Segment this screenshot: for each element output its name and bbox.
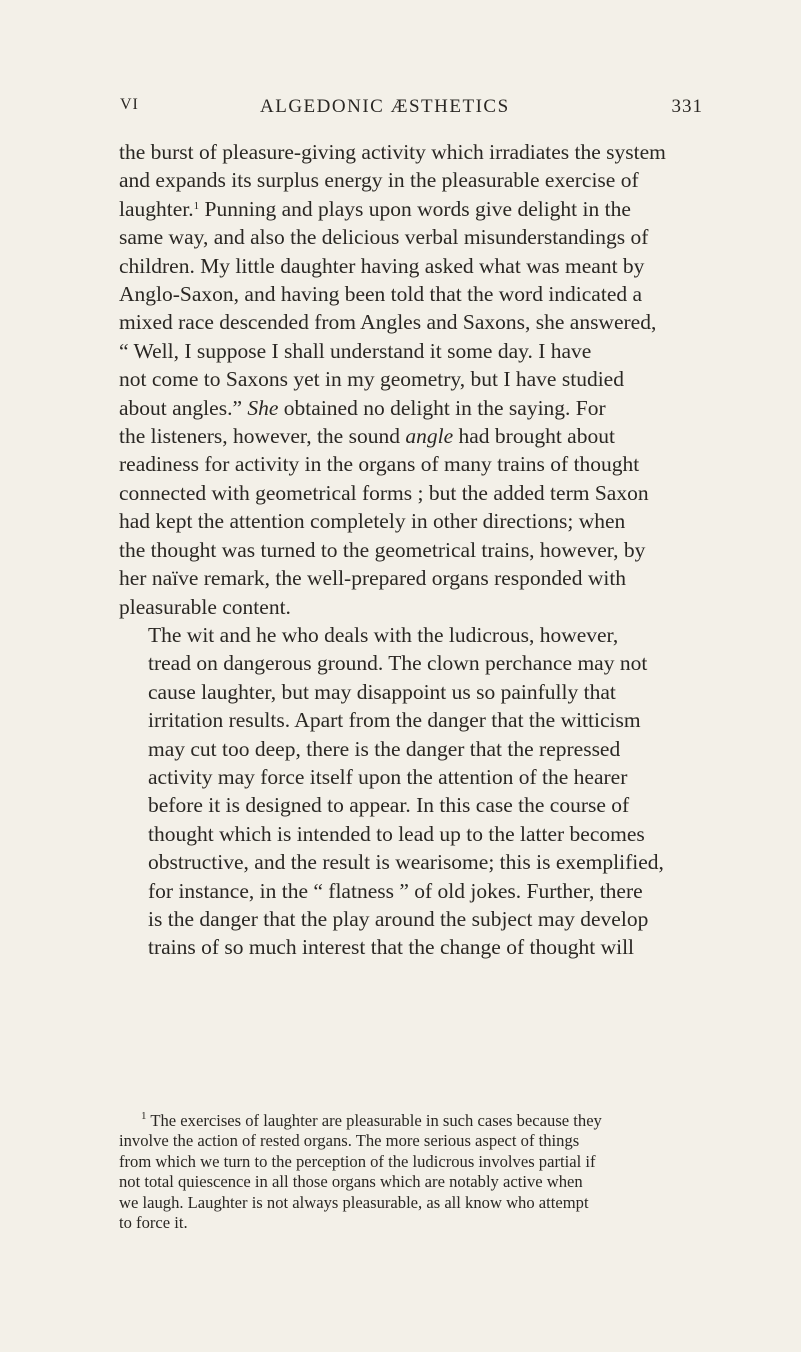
text-line: from which we turn to the perception of the ludicrous involves partial if	[119, 1151, 596, 1171]
text-line: The wit and he who deals with the ludicrous, however,	[148, 622, 619, 647]
text-fragment: Punning and plays upon words give delight in the	[199, 196, 631, 221]
footnote-reference: 1	[193, 199, 200, 212]
text-fragment: The exercises of laughter are pleasurable in such cases because they	[146, 1111, 602, 1130]
text-line: readiness for activity in the organs of many trains of thought	[119, 452, 640, 477]
text-line: for instance, in the “ flatness ” of old jokes. Further, there	[148, 878, 643, 903]
text-line: before it is designed to appear. In this case the course of	[148, 793, 630, 818]
paragraph-2	[119, 621, 709, 962]
paragraph-1	[119, 138, 709, 621]
text-fragment: had brought about	[453, 424, 615, 449]
text-line	[119, 1111, 709, 1131]
text-line: her naïve remark, the well-prepared organs responded with	[119, 566, 627, 591]
text-line: irritation results. Apart from the danger that the witticism	[148, 708, 641, 733]
page-number: 331	[671, 96, 703, 117]
text-line: connected with geometrical forms ; but the added term Saxon	[119, 480, 649, 505]
text-fragment: laughter.	[119, 196, 194, 221]
text-line: had kept the attention completely in other directions; when	[119, 509, 626, 534]
text-line: Anglo-Saxon, and having been told that the word indicated a	[119, 282, 643, 307]
text-line: and expands its surplus energy in the pleasurable exercise of	[119, 168, 639, 193]
text-line: “ Well, I suppose I shall understand it some day. I have	[119, 338, 592, 363]
text-line: involve the action of rested organs. The more serious aspect of things	[119, 1131, 580, 1151]
text-line: may cut too deep, there is the danger that the repressed	[148, 736, 621, 761]
text-line: pleasurable content.	[119, 594, 291, 619]
text-line: trains of so much interest that the change of thought will	[148, 935, 635, 960]
footnote-marker: 1	[141, 1110, 147, 1122]
text-line	[119, 422, 709, 450]
text-line: not total quiescence in all those organs which are notably active when	[119, 1172, 583, 1192]
text-line: children. My little daughter having asked what was meant by	[119, 253, 645, 278]
text-line	[119, 394, 709, 422]
text-line: cause laughter, but may disappoint us so painfully that	[148, 679, 616, 704]
text-line: mixed race descended from Angles and Saxons, she answered,	[119, 310, 657, 335]
footnotes	[119, 1111, 709, 1233]
running-head	[120, 96, 703, 126]
text-line: not come to Saxons yet in my geometry, but I have studied	[119, 367, 624, 392]
chapter-number: VI	[120, 96, 139, 113]
text-line: tread on dangerous ground. The clown perchance may not	[148, 651, 648, 676]
text-line: is the danger that the play around the subject may develop	[148, 906, 649, 931]
footnote-1	[119, 1111, 709, 1233]
italic-text: She	[247, 395, 279, 420]
body-text	[119, 138, 709, 962]
text-line: activity may force itself upon the attention of the hearer	[148, 764, 628, 789]
italic-text: angle	[405, 424, 454, 449]
text-line: the thought was turned to the geometrical trains, however, by	[119, 537, 646, 562]
text-fragment: obtained no delight in the saying. For	[278, 395, 606, 420]
text-line: thought which is intended to lead up to the latter becomes	[148, 821, 645, 846]
running-title: ALGEDONIC ÆSTHETICS	[260, 96, 510, 117]
text-line: same way, and also the delicious verbal misunderstandings of	[119, 225, 649, 250]
text-line	[119, 195, 709, 223]
text-fragment: about angles.”	[119, 395, 248, 420]
text-line: the burst of pleasure-giving activity which irradiates the system	[119, 140, 666, 164]
text-line: we laugh. Laughter is not always pleasurable, as all know who attempt	[119, 1192, 589, 1212]
text-line: to force it.	[119, 1213, 188, 1233]
text-line: obstructive, and the result is wearisome; this is exemplified,	[148, 850, 664, 875]
text-fragment: the listeners, however, the sound	[119, 424, 406, 449]
